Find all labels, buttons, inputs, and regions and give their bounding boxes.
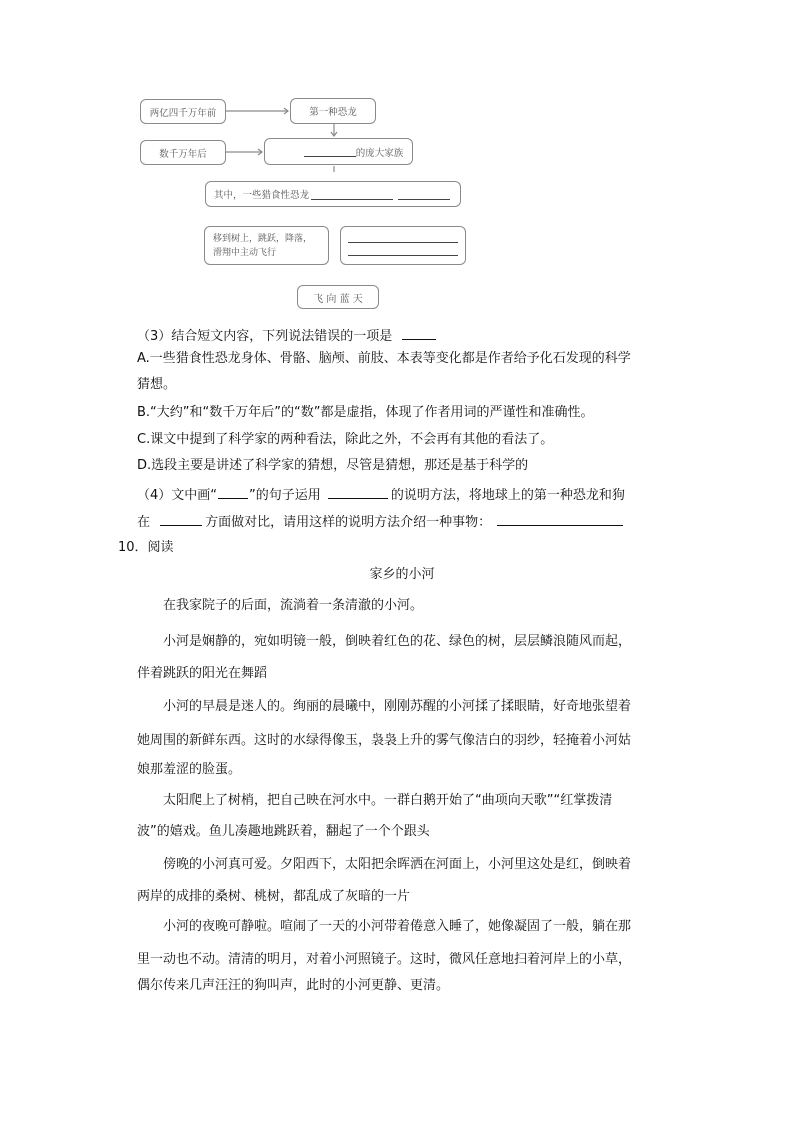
q3-option-b: B.“大约”和“数千万年后”的“数”都是虚指，体现了作者用词的严谨性和准确性。 xyxy=(137,405,594,420)
box-predators-text: 其中，一些猎食性恐龙 xyxy=(214,190,310,201)
passage-line: 伴着跳跃的阳光在舞蹈 xyxy=(137,666,268,681)
q4-part3: 的说明方法，将地球上的第一种恐龙和狗 xyxy=(390,488,625,503)
box-answer-lines xyxy=(340,226,466,265)
q3-option-a-line-2: 猜想。 xyxy=(137,377,177,392)
box-start-time xyxy=(140,99,226,124)
answer-line-1[interactable] xyxy=(348,236,458,243)
q4-line-2 xyxy=(137,512,626,531)
q4-part4: 在 xyxy=(137,515,151,530)
q4-method-blank[interactable] xyxy=(328,485,388,499)
q4-part1: （4）文中画“ xyxy=(137,488,218,503)
q3-stem xyxy=(137,326,439,345)
box-tree-line-1: 移到树上，跳跃，降落， xyxy=(213,233,313,244)
q10-heading: 10．阅读 xyxy=(118,540,174,555)
passage-title: 家乡的小河 xyxy=(369,567,435,582)
passage-line: 小河的早晨是迷人的。绚丽的晨曦中，刚刚苏醒的小河揉了揉眼睛，好奇地张望着 xyxy=(163,699,632,714)
box-tree-behavior xyxy=(204,226,329,265)
box-fly-to-sky xyxy=(297,285,379,309)
q3-option-d: D.选段主要是讲述了科学家的猜想，尽管是猜想，那还是基于科学的 xyxy=(137,458,529,473)
box-start-time-text: 两亿四千万年前 xyxy=(149,107,217,119)
passage-line: 小河的夜晚可静啦。喧闹了一天的小河带着倦意入睡了，她像凝固了一般，躺在那 xyxy=(163,919,632,934)
q3-option-c: C.课文中提到了科学家的两种看法，除此之外，不会再有其他的看法了。 xyxy=(137,432,554,447)
passage-line: 波”的嬉戏。鱼儿凑趣地跳跃着，翻起了一个个跟头 xyxy=(137,824,430,839)
box-first-dinosaur xyxy=(290,98,376,124)
q4-aspect-blank[interactable] xyxy=(160,512,202,526)
passage-line: 太阳爬上了树梢，把自己映在河水中。一群白鹅开始了“曲项向天歌”“红掌拨清 xyxy=(163,793,613,808)
predators-blank-1[interactable] xyxy=(311,189,393,200)
passage-line: 两岸的成排的桑树、桃树，都乱成了灰暗的一片 xyxy=(137,889,411,904)
q3-option-a-line-1: A.一些猎食性恐龙身体、骨骼、脑颅、前肢、本表等变化都是作者给予化石发现的科学 xyxy=(137,351,631,366)
q4-part5: 方面做对比，请用这样的说明方法介绍一种事物： xyxy=(205,515,492,530)
box-first-dinosaur-text: 第一种恐龙 xyxy=(309,107,357,118)
box-predators xyxy=(205,181,461,207)
box-large-family-text: 的庞大家族 xyxy=(355,147,404,159)
q4-example-blank[interactable] xyxy=(497,512,623,526)
box-tree-line-2: 滑翔中主动飞行 xyxy=(213,247,277,258)
box-later-time xyxy=(140,140,226,165)
q4-line-1 xyxy=(137,485,625,504)
q4-sentence-blank[interactable] xyxy=(218,485,248,499)
passage-line: 傍晚的小河真可爱。夕阳西下，太阳把余晖洒在河面上，小河里这处是红，倒映着 xyxy=(163,857,632,872)
box-large-family xyxy=(264,138,413,165)
passage-line: 她周围的新鲜东西。这时的水绿得像玉，袅袅上升的雾气像洁白的羽纱，轻掩着小河姑 xyxy=(137,733,632,748)
family-blank[interactable] xyxy=(304,146,356,157)
passage-line: 在我家院子的后面，流淌着一条清澈的小河。 xyxy=(163,598,424,613)
answer-line-2[interactable] xyxy=(348,249,458,256)
box-later-time-text: 数千万年后 xyxy=(159,148,207,160)
q3-stem-text: （3）结合短文内容，下列说法错误的一项是 xyxy=(137,329,393,344)
passage-line: 里一动也不动。清清的明月，对着小河照镜子。这时，微风任意地扫着河岸上的小草， xyxy=(137,952,632,967)
box-fly-to-sky-text: 飞 向 蓝 天 xyxy=(313,293,363,305)
q4-part2: ”的句子运用 xyxy=(249,488,321,503)
passage-line: 偶尔传来几声汪汪的狗叫声，此时的小河更静、更清。 xyxy=(137,978,450,993)
flow-diagram xyxy=(0,0,794,320)
q3-answer-blank[interactable] xyxy=(402,326,436,340)
passage-line: 娘那羞涩的脸蛋。 xyxy=(137,762,242,777)
predators-blank-2[interactable] xyxy=(398,189,450,200)
passage-line: 小河是娴静的，宛如明镜一般，倒映着红色的花、绿色的树，层层鳞浪随风而起， xyxy=(163,634,632,649)
